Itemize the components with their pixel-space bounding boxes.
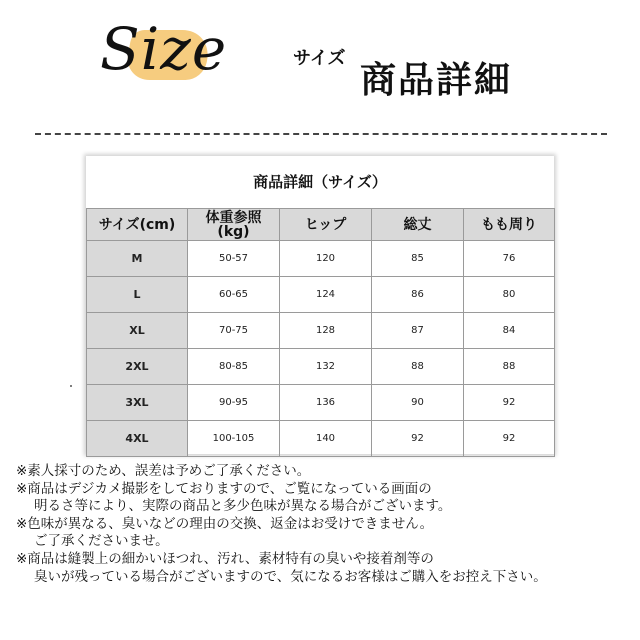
table-cell: 70-75 — [188, 313, 280, 349]
table-cell: 92 — [464, 421, 555, 457]
table-cell: 128 — [280, 313, 372, 349]
table-cell: 124 — [280, 277, 372, 313]
table-cell: 132 — [280, 349, 372, 385]
table-cell: 92 — [464, 385, 555, 421]
note-line: ※色味が異なる、臭いなどの理由の交換、返金はお受けできません。 — [16, 515, 434, 532]
table-header-row — [87, 209, 555, 241]
column-header: サイズ(cm) — [87, 209, 188, 241]
table-cell: 76 — [464, 241, 555, 277]
column-header: もも周り — [464, 209, 555, 241]
table-row — [87, 277, 555, 313]
note-line: ※商品はデジカメ撮影をしておりますので、ご覧になっている画面の — [16, 480, 432, 497]
size-table-card — [86, 156, 554, 454]
table-row — [87, 421, 555, 457]
size-cell: 4XL — [87, 421, 188, 457]
table-cell: 90 — [372, 385, 464, 421]
note-line: ご了承くださいませ。 — [34, 533, 169, 550]
table-cell: 87 — [372, 313, 464, 349]
column-header: ヒップ — [280, 209, 372, 241]
table-cell: 90-95 — [188, 385, 280, 421]
table-row — [87, 241, 555, 277]
table-cell: 140 — [280, 421, 372, 457]
table-row — [87, 385, 555, 421]
table-cell: 92 — [372, 421, 464, 457]
table-title: 商品詳細（サイズ） — [86, 156, 554, 209]
table-cell: 60-65 — [188, 277, 280, 313]
column-header: 総丈 — [372, 209, 464, 241]
column-header: 体重参照 (kg) — [188, 209, 280, 241]
size-cell: XL — [87, 313, 188, 349]
stray-dot — [70, 385, 72, 387]
size-cell: L — [87, 277, 188, 313]
dashed-divider — [35, 133, 607, 135]
table-cell: 80 — [464, 277, 555, 313]
size-table — [86, 208, 555, 457]
table-cell: 80-85 — [188, 349, 280, 385]
note-line: 臭いが残っている場合がございますので、気になるお客様はご購入をお控え下さい。 — [34, 568, 547, 585]
table-cell: 100-105 — [188, 421, 280, 457]
table-cell: 84 — [464, 313, 555, 349]
table-cell: 85 — [372, 241, 464, 277]
table-row — [87, 349, 555, 385]
size-cell: M — [87, 241, 188, 277]
table-cell: 88 — [372, 349, 464, 385]
size-kana-label: サイズ — [293, 48, 346, 69]
size-cell: 2XL — [87, 349, 188, 385]
notes-block — [16, 463, 631, 586]
table-cell: 136 — [280, 385, 372, 421]
table-cell: 88 — [464, 349, 555, 385]
table-cell: 50-57 — [188, 241, 280, 277]
size-script-word: Size — [100, 15, 228, 83]
note-line: 明るさ等により、実際の商品と多少色味が異なる場合がございます。 — [34, 498, 452, 515]
table-row — [87, 313, 555, 349]
page-title: 商品詳細 — [360, 60, 513, 101]
note-line: ※素人採寸のため、誤差は予めご了承ください。 — [16, 463, 311, 479]
note-line: ※商品は縫製上の細かいほつれ、汚れ、素材特有の臭いや接着剤等の — [16, 550, 434, 567]
size-cell: 3XL — [87, 385, 188, 421]
table-cell: 120 — [280, 241, 372, 277]
header — [0, 0, 640, 120]
table-cell: 86 — [372, 277, 464, 313]
